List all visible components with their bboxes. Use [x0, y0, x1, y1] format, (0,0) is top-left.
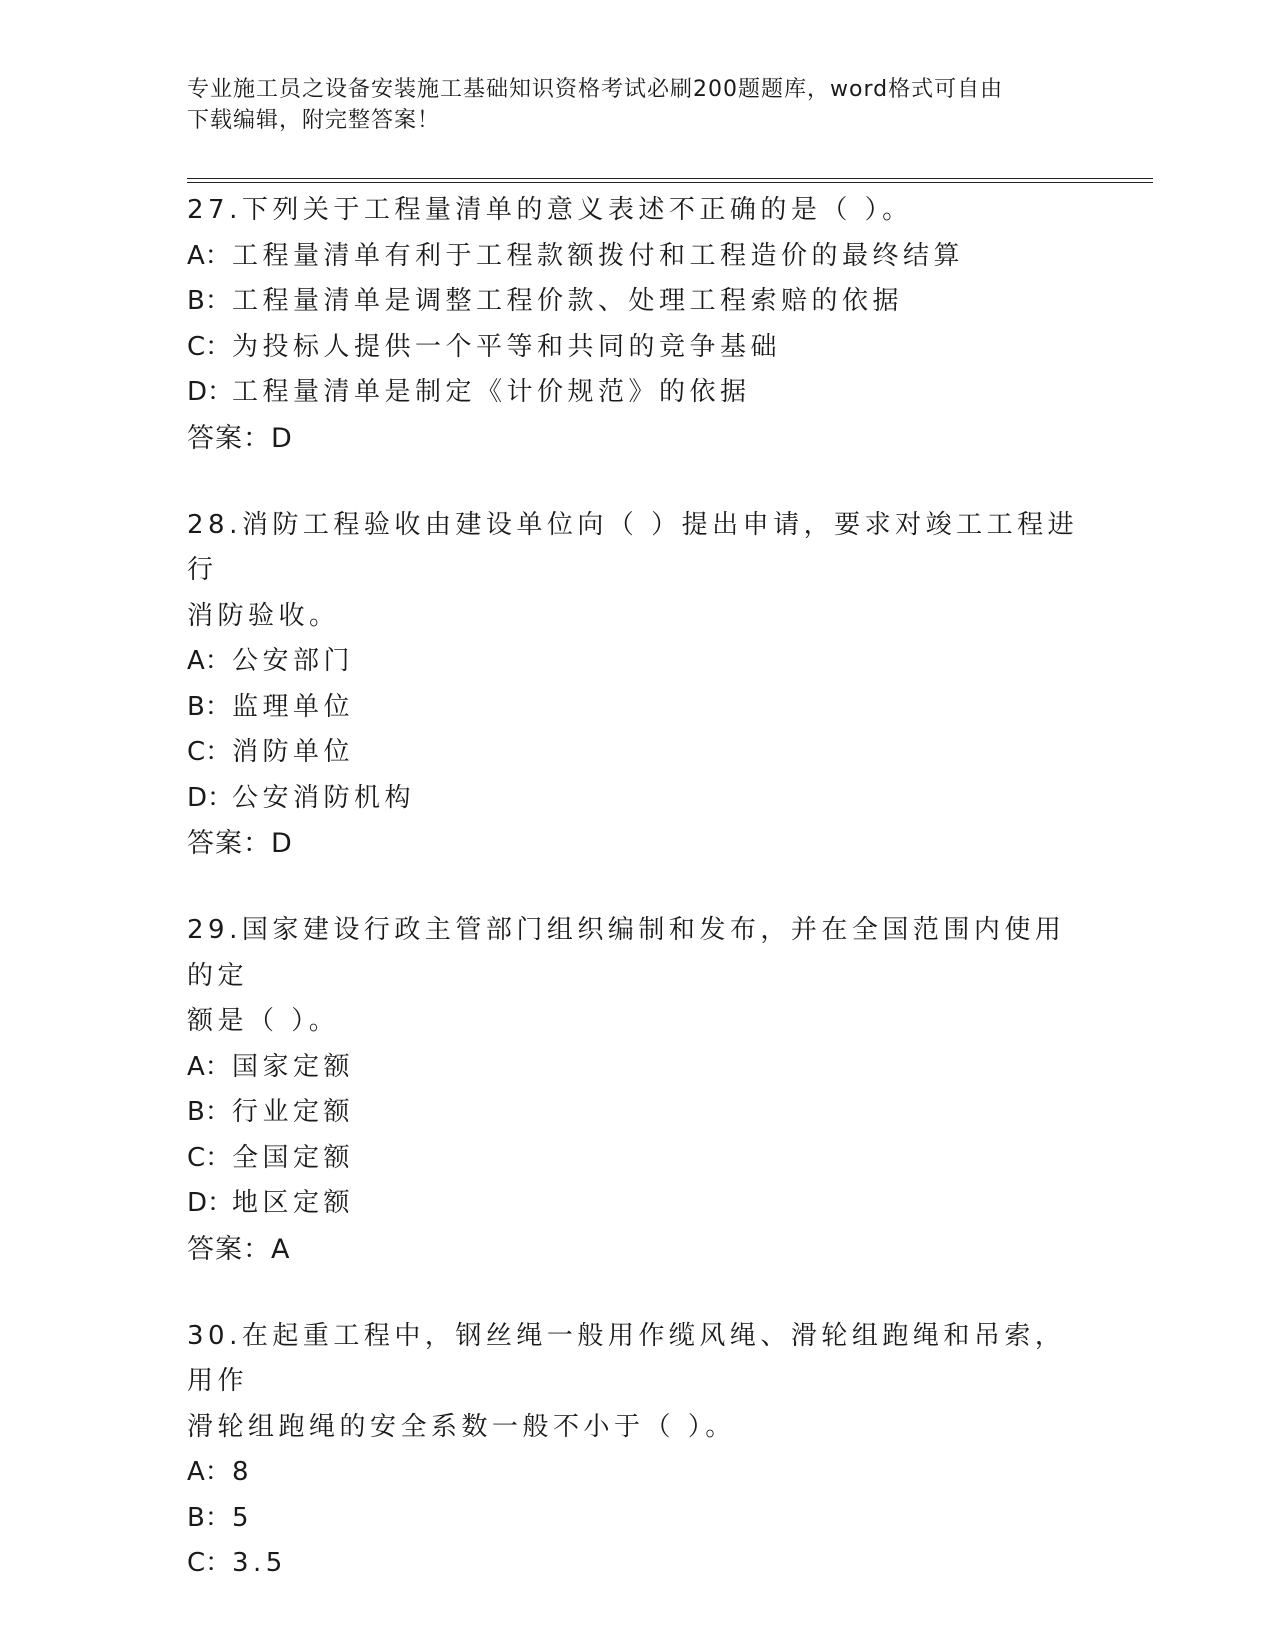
option-c	[187, 325, 1087, 371]
answer-value: A	[271, 1233, 291, 1265]
answer-value: D	[271, 422, 293, 454]
header-divider	[187, 178, 1153, 183]
option-text: 8	[232, 1457, 254, 1487]
question-30	[187, 1314, 1087, 1587]
question-text: 29.国家建设行政主管部门组织编制和发布，并在全国范围内使用的定	[187, 915, 1066, 991]
option-text: 消防单位	[232, 737, 355, 767]
question-28	[187, 503, 1087, 868]
option-c	[187, 730, 1087, 776]
option-label: B：	[187, 691, 231, 722]
question-text-continued: 滑轮组跑绳的安全系数一般不小于（ ）。	[187, 1411, 736, 1442]
option-c	[187, 1136, 1087, 1182]
option-b	[187, 279, 1087, 325]
option-label: B：	[187, 286, 231, 316]
option-text: 工程量清单是调整工程价款、处理工程索赔的依据	[232, 286, 904, 316]
document-header	[187, 74, 1067, 136]
option-text: 行业定额	[232, 1097, 355, 1127]
answer-line	[187, 416, 1087, 462]
option-label: A：	[187, 240, 231, 271]
option-d	[187, 1181, 1087, 1227]
option-text: 工程量清单有利于工程款额拨付和工程造价的最终结算	[232, 240, 965, 271]
answer-line	[187, 821, 1087, 867]
answer-value: D	[271, 828, 293, 859]
header-line-2: 下载编辑，附完整答案！	[187, 108, 441, 133]
option-text: 3.5	[232, 1548, 287, 1578]
option-text: 公安消防机构	[232, 782, 416, 813]
option-label: A：	[187, 1457, 231, 1487]
option-label: D：	[187, 1188, 234, 1218]
option-label: C：	[187, 331, 232, 362]
option-a	[187, 1450, 1087, 1496]
option-d	[187, 776, 1087, 822]
question-text-continued: 额是（ ）。	[187, 1006, 340, 1036]
option-label: D：	[187, 377, 234, 407]
header-line-1: 专业施工员之设备安装施工基础知识资格考试必刷200题题库，word格式可自由	[187, 77, 1004, 102]
question-text: 28.消防工程验收由建设单位向（ ）提出申请，要求对竣工工程进行	[187, 509, 1079, 585]
option-text: 全国定额	[232, 1142, 355, 1173]
option-label: C：	[187, 1142, 232, 1173]
option-text: 公安部门	[232, 646, 355, 676]
option-a	[187, 639, 1087, 685]
option-text: 工程量清单是制定《计价规范》的依据	[232, 377, 751, 407]
option-text: 地区定额	[232, 1188, 355, 1218]
option-a	[187, 234, 1087, 280]
question-text: 27.下列关于工程量清单的意义表述不正确的是（ ）。	[187, 195, 913, 225]
option-a	[187, 1045, 1087, 1091]
answer-prefix: 答案：	[187, 828, 271, 859]
question-text-continued: 消防验收。	[187, 600, 340, 631]
question-29	[187, 908, 1087, 1273]
answer-line	[187, 1227, 1087, 1273]
option-b	[187, 685, 1087, 731]
option-label: A：	[187, 1051, 231, 1082]
answer-prefix: 答案：	[187, 1233, 271, 1265]
option-b	[187, 1496, 1087, 1542]
option-c	[187, 1541, 1087, 1587]
question-list	[187, 188, 1087, 1628]
question-27	[187, 188, 1087, 462]
option-text: 为投标人提供一个平等和共同的竞争基础	[232, 331, 782, 362]
answer-prefix: 答案：	[187, 422, 271, 454]
option-b	[187, 1090, 1087, 1136]
question-text: 30.在起重工程中，钢丝绳一般用作缆风绳、滑轮组跑绳和吊索，用作	[187, 1320, 1066, 1396]
option-label: C：	[187, 1548, 232, 1578]
option-text: 监理单位	[232, 691, 355, 722]
option-label: D：	[187, 782, 234, 813]
option-text: 国家定额	[232, 1051, 355, 1082]
option-text: 5	[232, 1502, 254, 1533]
option-d	[187, 370, 1087, 416]
option-label: B：	[187, 1502, 231, 1533]
option-label: A：	[187, 646, 231, 676]
option-label: B：	[187, 1097, 231, 1127]
option-label: C：	[187, 737, 232, 767]
